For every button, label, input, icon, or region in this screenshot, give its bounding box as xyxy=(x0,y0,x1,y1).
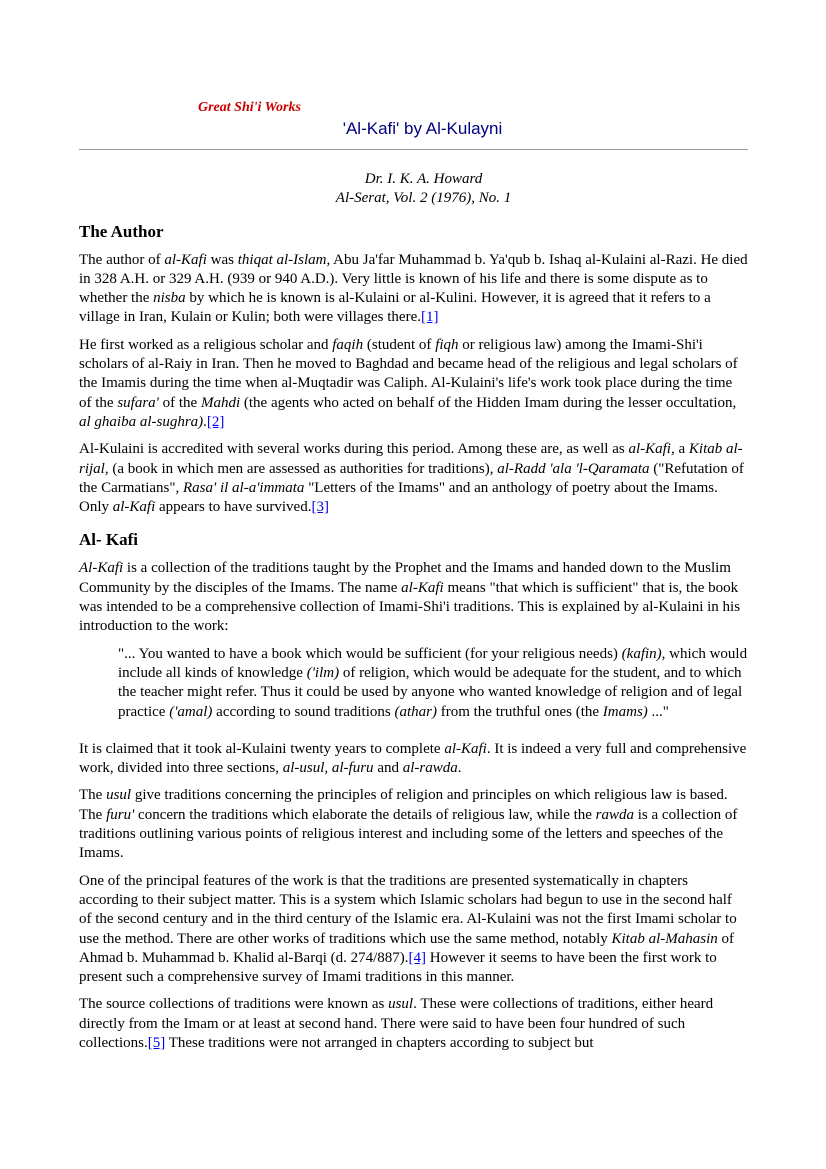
paragraph-2: He first worked as a religious scholar and faqih (student of fiqh or religious law) among the Imami-Shi'i scholars of al-Raiy in Iran. Then he moved to Baghdad and became head of the religious and legal scholars of the Imamis during the time when al-Muqtadir was Caliph. Al-Kulaini's life's work took place during the time of the sufara' of the Mahdi (the agents who acted on behalf of the Hidden Imam during the lesser occultation, al ghaiba al-sughra).[2] xyxy=(79,336,738,430)
paragraph-8: The source collections of traditions were known as usul. These were collections of traditions, either heard directly from the Imam or at least at second hand. There were said to have been four hundred of such collections.[5] These traditions were not arranged in chapters according to subject but xyxy=(79,996,714,1051)
series-title: Great Shi'i Works xyxy=(198,100,301,115)
footnote-link-2[interactable]: [2] xyxy=(206,413,225,430)
block-quote: "... You wanted to have a book which would be sufficient (for your religious needs) (kafin), which would include all kinds of knowledge ('ilm) of religion, which would be adequate for the student, and to which the teacher might refer. Thus it could be used by anyone who wanted knowledge of religion and of legal practice ('amal) according to sound traditions (athar) from the truthful ones (the Imams) ..." xyxy=(118,645,748,720)
footnote-link-5[interactable]: [5] xyxy=(147,1034,166,1051)
section-heading-al-kafi: Al- Kafi xyxy=(79,530,139,550)
section-heading-author: The Author xyxy=(79,221,164,241)
author-name: Dr. I. K. A. Howard xyxy=(364,171,483,187)
divider xyxy=(79,149,748,150)
paragraph-3: Al-Kulaini is accredited with several works during this period. Among these are, as well as al-Kafi, a Kitab al-rijal, (a book in which men are assessed as authorities for traditions), al-Radd 'ala 'l-Qaramata ("Refutation of the Carmatians", Rasa' il al-a'immata "Letters of the Imams" and an anthology of poetry about the Imams. Only al-Kafi appears to have survived.[3] xyxy=(79,441,744,516)
footnote-link-4[interactable]: [4] xyxy=(408,949,427,966)
paragraph-7: One of the principal features of the work is that the traditions are presented systematically in chapters according to their subject matter. This is a system which Islamic scholars had begun to use in the second half of the second century and in the third century of the Islamic era. Al-Kulaini was not the first Imami scholar to use the method. There are other works of traditions which use the same method, notably Kitab al-Mahasin of Ahmad b. Muhammad b. Khalid al-Barqi (d. 274/887).[4] However it seems to have been the first work to present such a comprehensive survey of Imami traditions in this manner. xyxy=(79,872,737,986)
paragraph-6: The usul give traditions concerning the principles of religion and principles on which religious law is based. The furu' concern the traditions which elaborate the details of religious law, while the rawda is a collection of traditions outlining various points of religious interest and including some of the letters and speeches of the Imams. xyxy=(79,787,738,862)
footnote-link-1[interactable]: [1] xyxy=(420,309,439,326)
footnote-link-3[interactable]: [3] xyxy=(311,499,329,516)
paragraph-1: The author of al-Kafi was thiqat al-Islam, Abu Ja'far Muhammad b. Ya'qub b. Ishaq al-Kulaini al-Razi. He died in 328 A.H. or 329 A.H. (939 or 940 A.D.). Very little is known of his life and there is some dispute as to whether the nisba by which he is known is al-Kulaini or al-Kulini. However, it is agreed that it refers to a village in Iran, Kulain or Kulin; both were villages there.[1] xyxy=(79,251,748,326)
source-citation: Al-Serat, Vol. 2 (1976), No. 1 xyxy=(335,190,512,207)
page-title: 'Al-Kafi' by Al-Kulayni xyxy=(342,119,503,138)
paragraph-5: It is claimed that it took al-Kulaini twenty years to complete al-Kafi. It is indeed a very full and comprehensive work, divided into three sections, al-usul, al-furu and al-rawda. xyxy=(79,740,747,777)
byline xyxy=(99,170,748,209)
article xyxy=(79,98,748,1061)
paragraph-4: Al-Kafi is a collection of the traditions taught by the Prophet and the Imams and handed down to the Muslim Community by the disciples of the Imams. The name al-Kafi means "that which is sufficient" that is, the book was intended to be a comprehensive collection of Imami-Shi'i traditions. This is explained by al-Kulaini in his introduction to the work: xyxy=(79,560,741,635)
